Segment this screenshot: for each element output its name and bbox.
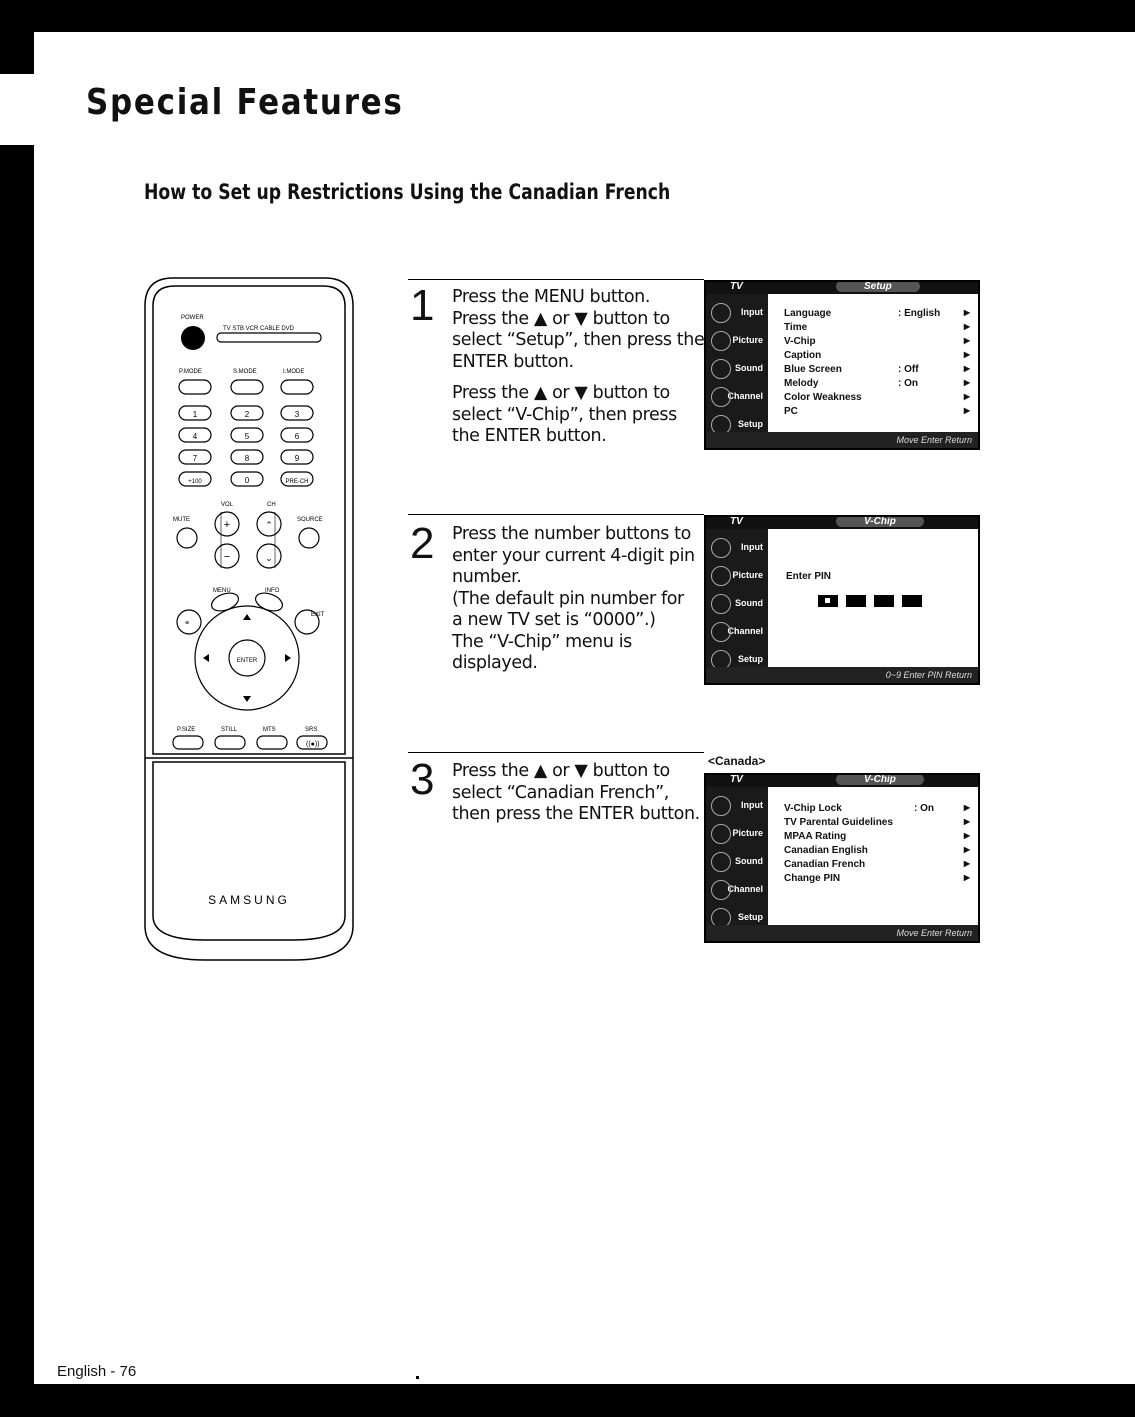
pin-screen-title: V-Chip xyxy=(836,516,924,527)
osd-menu-input: Input xyxy=(708,535,766,560)
key-0: 0 xyxy=(244,476,250,485)
info-label: INFO xyxy=(265,588,280,594)
screen-header xyxy=(706,517,978,529)
step-2-number: 2 xyxy=(410,519,435,568)
setup-row-time: Time ▶ xyxy=(784,322,970,333)
vchip-row-canadian-english: Canadian English ▶ xyxy=(784,845,970,856)
imode-label: I.MODE xyxy=(283,369,305,375)
setup-row-pc: PC ▶ xyxy=(784,406,970,417)
arrow-right-icon: ▶ xyxy=(963,308,970,317)
osd-menu-input: Input xyxy=(708,300,766,325)
bottom-border-bar xyxy=(0,1384,1135,1417)
channel-icon xyxy=(711,387,731,407)
key-1: 1 xyxy=(192,410,198,419)
arrow-right-icon: ▶ xyxy=(963,845,970,854)
step-1-para-2: Press the ▲ or ▼ button to select “V-Chip”, then press the ENTER button. xyxy=(452,383,677,446)
input-icon xyxy=(711,796,731,816)
ch-label: CH xyxy=(267,502,276,508)
osd-menu-channel: Channel xyxy=(708,384,766,409)
vol-label: VOL xyxy=(221,502,234,508)
vol-up-key: + xyxy=(223,519,231,531)
step-3-para-1: Press the ▲ or ▼ button to select “Canadian French”, then press the ENTER button. xyxy=(452,761,700,824)
sound-icon xyxy=(711,852,731,872)
setup-menu-screen xyxy=(704,280,980,450)
setup-row-caption: Caption ▶ xyxy=(784,350,970,361)
top-border-bar xyxy=(0,0,1135,32)
menu-label: MENU xyxy=(213,588,231,594)
setup-row-blue-screen: Blue Screen : Off ▶ xyxy=(784,364,970,375)
pin-footer: 0~9 Enter PIN Return xyxy=(706,667,978,683)
pin-digit-box xyxy=(874,595,894,607)
pmode-label: P.MODE xyxy=(179,369,202,375)
pin-entry-screen xyxy=(704,515,980,685)
enter-label: ENTER xyxy=(236,658,258,664)
arrow-right-icon: ▶ xyxy=(963,873,970,882)
step-3-number: 3 xyxy=(410,755,435,804)
setup-footer: Move Enter Return xyxy=(706,432,978,448)
still-label: STILL xyxy=(221,727,238,733)
step-3-rule xyxy=(408,752,704,753)
mute-label: MUTE xyxy=(173,517,190,523)
vol-down-key: − xyxy=(223,551,231,563)
picture-icon xyxy=(711,566,731,586)
key-8: 8 xyxy=(244,454,250,463)
brand-logo: SAMSUNG xyxy=(208,893,290,907)
vchip-row-lock: V-Chip Lock : On ▶ xyxy=(784,803,970,814)
setup-title: Setup xyxy=(836,281,920,292)
footer-mark xyxy=(416,1376,419,1379)
power-button xyxy=(181,326,205,350)
osd-sidebar xyxy=(706,294,768,438)
osd-menu-sound: Sound xyxy=(708,356,766,381)
region-label: <Canada> xyxy=(708,754,766,768)
setup-list xyxy=(772,296,978,436)
tv-label: TV xyxy=(730,281,743,292)
vchip-menu-screen xyxy=(704,773,980,943)
screen-header xyxy=(706,282,978,294)
arrow-right-icon: ▶ xyxy=(963,831,970,840)
step-1-number: 1 xyxy=(410,281,435,330)
screen-header xyxy=(706,775,978,787)
arrow-right-icon: ▶ xyxy=(963,406,970,415)
tv-label: TV xyxy=(730,774,743,785)
step-3-text xyxy=(452,761,708,836)
picture-icon xyxy=(711,824,731,844)
osd-menu-channel: Channel xyxy=(708,877,766,902)
input-icon xyxy=(711,303,731,323)
key-4: 4 xyxy=(192,432,198,441)
sound-icon xyxy=(711,359,731,379)
tv-label: TV xyxy=(730,516,743,527)
page-footer: English - 76 xyxy=(57,1363,137,1380)
osd-menu-sound: Sound xyxy=(708,849,766,874)
setup-row-vchip: V-Chip ▶ xyxy=(784,336,970,347)
channel-icon xyxy=(711,622,731,642)
left-border-bar xyxy=(0,145,34,1385)
osd-menu-picture: Picture xyxy=(708,821,766,846)
vchip-title: V-Chip xyxy=(836,774,924,785)
mts-label: MTS xyxy=(263,727,276,733)
osd-menu-setup: Setup xyxy=(708,412,766,437)
key-6: 6 xyxy=(294,432,300,441)
osd-menu-input: Input xyxy=(708,793,766,818)
arrow-right-icon: ▶ xyxy=(963,803,970,812)
smode-label: S.MODE xyxy=(233,369,257,375)
psize-label: P.SIZE xyxy=(177,727,196,733)
setup-row-color-weakness: Color Weakness ▶ xyxy=(784,392,970,403)
step-2-para-1: Press the number buttons to enter your current 4-digit pin number. (The default pin number for a new TV set is “0000”.) The “V-Chip” menu is displayed. xyxy=(452,524,695,673)
arrow-right-icon: ▶ xyxy=(963,364,970,373)
vchip-row-canadian-french: Canadian French ▶ xyxy=(784,859,970,870)
setup-row-language: Language : English ▶ xyxy=(784,308,970,319)
section-title: Special Features xyxy=(86,82,404,123)
key-5: 5 xyxy=(244,432,250,441)
osd-menu-setup: Setup xyxy=(708,647,766,672)
source-label: SOURCE xyxy=(297,517,323,523)
key-3: 3 xyxy=(294,410,300,419)
vchip-row-mpaa: MPAA Rating ▶ xyxy=(784,831,970,842)
arrow-right-icon: ▶ xyxy=(963,817,970,826)
picture-icon xyxy=(711,331,731,351)
srs-label: SRS xyxy=(305,727,318,733)
page-subtitle: How to Set up Restrictions Using the Canadian French xyxy=(144,180,671,204)
pin-digit-box xyxy=(902,595,922,607)
vchip-row-tv-parental: TV Parental Guidelines ▶ xyxy=(784,817,970,828)
exit-label: EXIT xyxy=(311,612,325,618)
osd-menu-channel: Channel xyxy=(708,619,766,644)
osd-menu-setup: Setup xyxy=(708,905,766,930)
vchip-footer: Move Enter Return xyxy=(706,925,978,941)
osd-sidebar xyxy=(706,529,768,673)
left-border-tab xyxy=(0,0,34,74)
channel-icon xyxy=(711,880,731,900)
step-2-text xyxy=(452,524,708,685)
arrow-right-icon: ▶ xyxy=(963,392,970,401)
osd-menu-picture: Picture xyxy=(708,328,766,353)
key-100: +100 xyxy=(188,479,202,485)
pin-digit-box xyxy=(818,595,838,607)
step-2-rule xyxy=(408,514,704,515)
arrow-right-icon: ▶ xyxy=(963,322,970,331)
key-2: 2 xyxy=(244,410,250,419)
key-prech: PRE-CH xyxy=(285,479,309,485)
arrow-right-icon: ▶ xyxy=(963,350,970,359)
remote-control-illustration xyxy=(143,276,355,962)
pin-body xyxy=(772,531,978,671)
ch-up-key: ⌃ xyxy=(265,520,273,530)
osd-menu-sound: Sound xyxy=(708,591,766,616)
arrow-right-icon: ▶ xyxy=(963,378,970,387)
srs-key-icon: ((●)) xyxy=(306,741,320,748)
arrow-right-icon: ▶ xyxy=(963,859,970,868)
mode-labels: TV STB VCR CABLE DVD xyxy=(223,326,295,332)
menu-key-icon: ≡ xyxy=(184,620,190,627)
osd-sidebar xyxy=(706,787,768,931)
key-9: 9 xyxy=(294,454,300,463)
sound-icon xyxy=(711,594,731,614)
vchip-list xyxy=(772,789,978,929)
key-7: 7 xyxy=(192,454,198,463)
step-1-rule xyxy=(408,279,704,280)
pin-digit-box xyxy=(846,595,866,607)
step-1-para-1: Press the MENU button. Press the ▲ or ▼ button to select “Setup”, then press the ENTER button. xyxy=(452,287,705,372)
setup-row-melody: Melody : On ▶ xyxy=(784,378,970,389)
ch-down-key: ⌄ xyxy=(265,553,273,563)
vchip-row-change-pin: Change PIN ▶ xyxy=(784,873,970,884)
enter-pin-label: Enter PIN xyxy=(786,571,832,582)
power-label: POWER xyxy=(181,315,204,321)
osd-menu-picture: Picture xyxy=(708,563,766,588)
input-icon xyxy=(711,538,731,558)
step-1-text xyxy=(452,287,708,458)
arrow-right-icon: ▶ xyxy=(963,336,970,345)
